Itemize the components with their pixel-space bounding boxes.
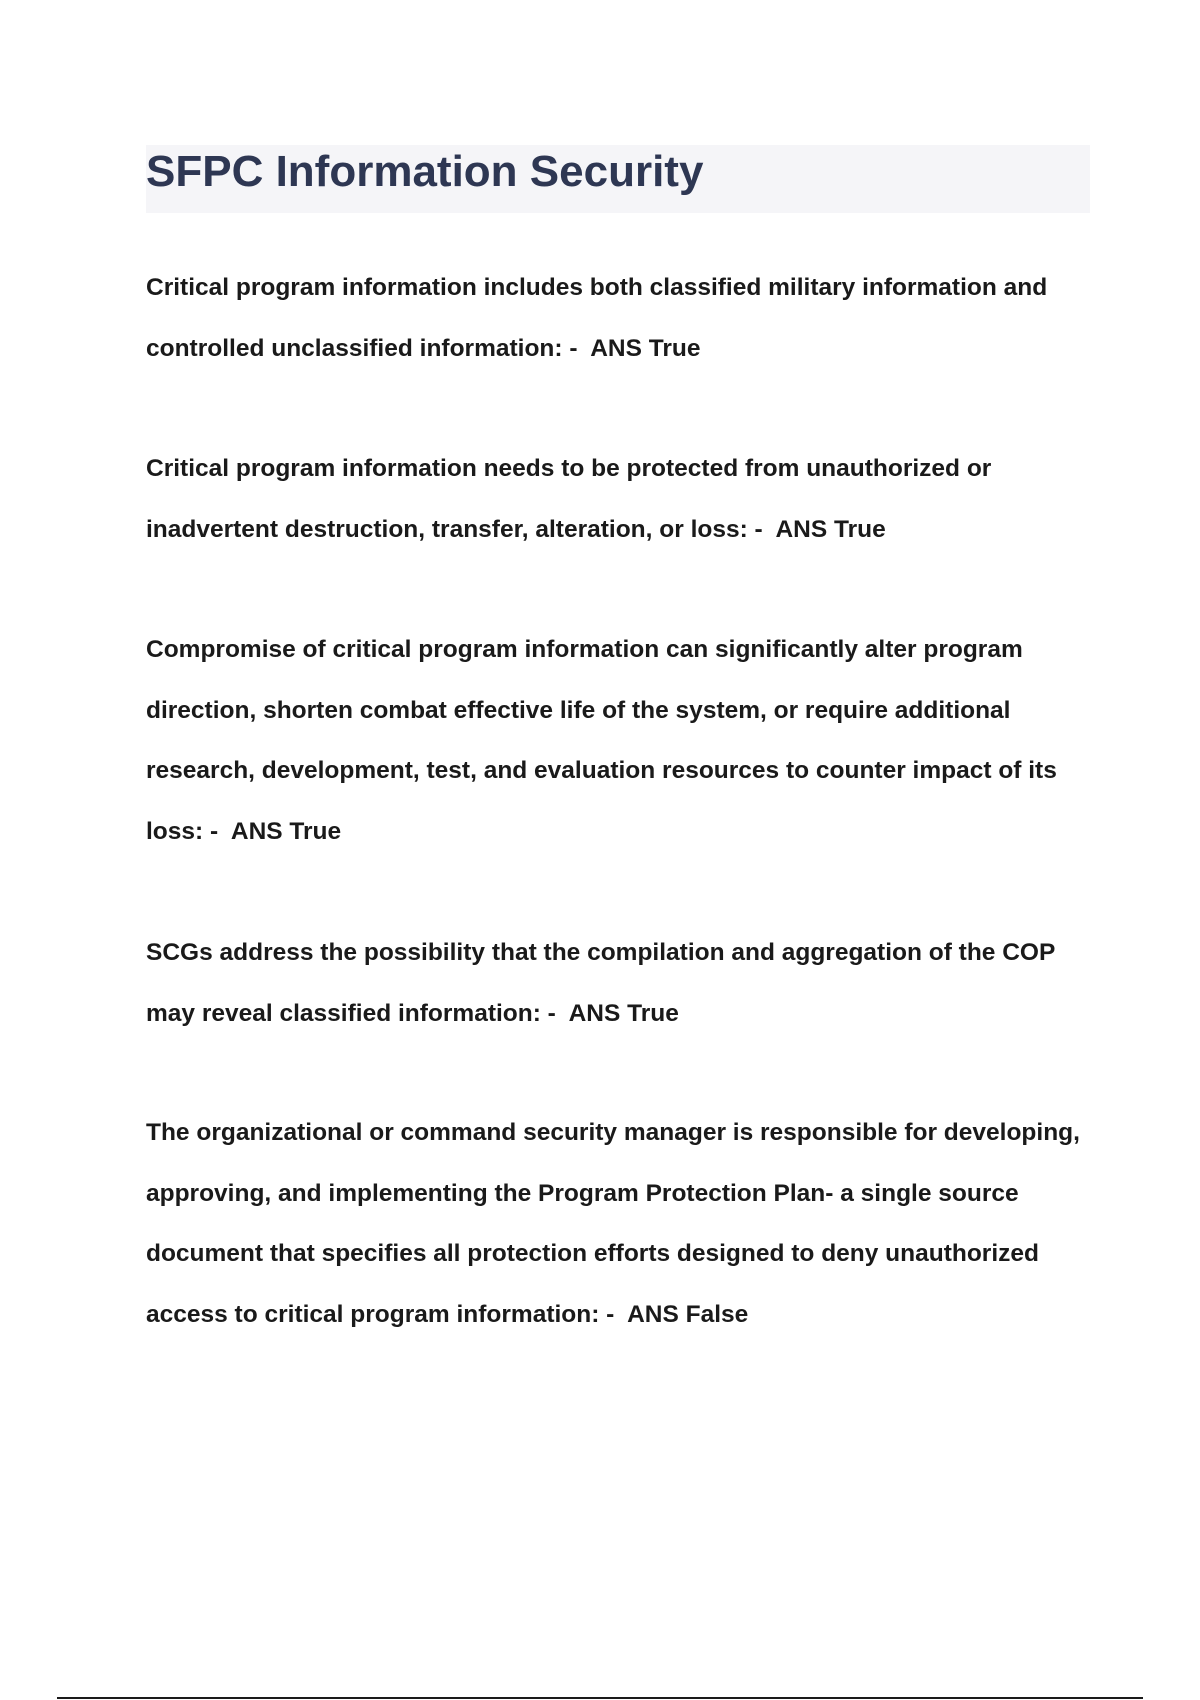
page-title: SFPC Information Security (146, 147, 704, 196)
qa-item-3 (146, 620, 1096, 862)
qa-question-5: The organizational or command security manager is responsible for developing, approving, and implementing the Program Protection Plan- a single source document that specifies all protection efforts designed to deny unauthorized access to critical program information: - (146, 1119, 1080, 1328)
qa-question-2: Critical program information needs to be protected from unauthorized or inadvertent destruction, transfer, alteration, or loss: - (146, 455, 992, 543)
qa-answer-2: ANS True (775, 515, 886, 543)
qa-answer-1: ANS True (590, 334, 701, 362)
qa-item-2 (146, 439, 1096, 560)
qa-answer-4: ANS True (568, 999, 679, 1027)
footer-rule (57, 1697, 1143, 1699)
qa-item-4 (146, 923, 1096, 1044)
qa-question-1: Critical program information includes both classified military information and controlled unclassified information: - (146, 274, 1048, 362)
qa-answer-5: ANS False (627, 1300, 749, 1328)
qa-answer-3: ANS True (230, 817, 342, 845)
qa-question-4: SCGs address the possibility that the compilation and aggregation of the COP may reveal classified information: - (146, 939, 1055, 1027)
qa-item-5 (146, 1103, 1096, 1345)
qa-item-1 (146, 258, 1096, 379)
qa-question-3: Compromise of critical program information can significantly alter program direction, shorten combat effective life of the system, or require additional research, development, test, and evaluation resources to counter impact of its loss: - (146, 636, 1057, 845)
